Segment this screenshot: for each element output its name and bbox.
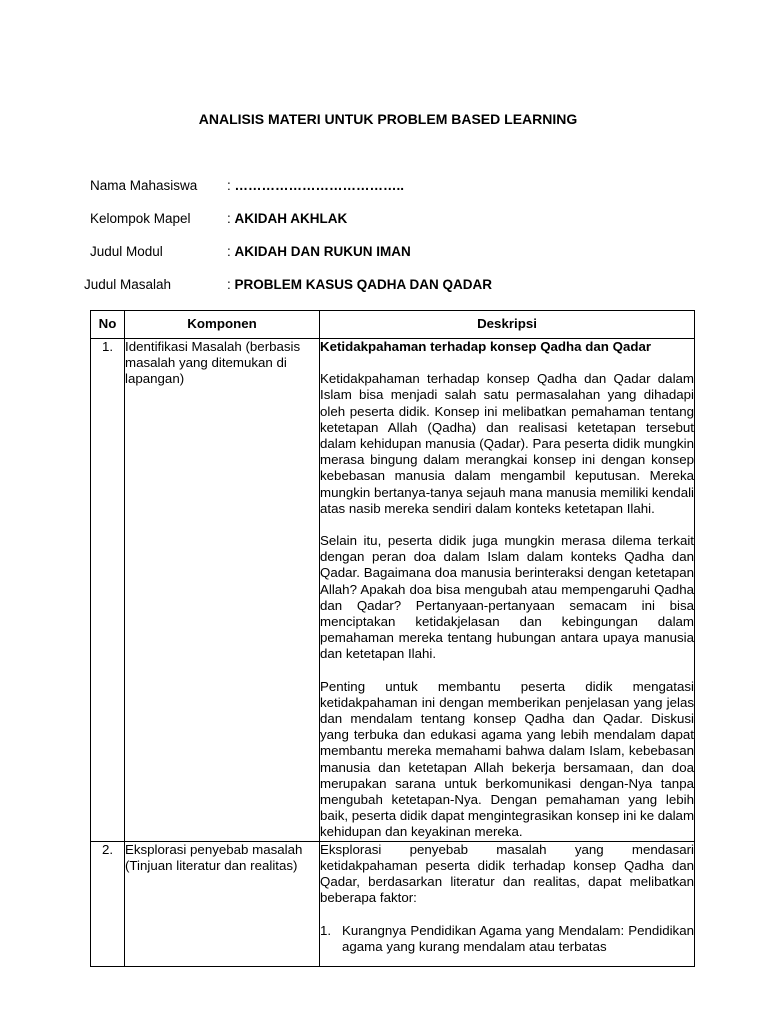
- document-title: ANALISIS MATERI UNTUK PROBLEM BASED LEARNING: [198, 111, 578, 127]
- meta-label: Kelompok Mapel: [90, 211, 191, 226]
- description-heading: Ketidakpahaman terhadap konsep Qadha dan Qadar: [320, 339, 652, 354]
- analysis-table: [90, 310, 695, 967]
- header-deskripsi: Deskripsi: [320, 311, 695, 339]
- table-header-row: [91, 311, 695, 339]
- meta-label: Nama Mahasiswa: [90, 178, 198, 193]
- row-number: 1.: [91, 339, 125, 842]
- meta-value: AKIDAH DAN RUKUN IMAN: [234, 244, 411, 259]
- table-row: [91, 841, 695, 966]
- list-item: [320, 923, 694, 955]
- meta-colon: : AKIDAH DAN RUKUN IMAN: [227, 244, 411, 259]
- row-deskripsi: [320, 339, 695, 842]
- description-paragraph: Eksplorasi penyebab masalah yang mendasari ketidakpahaman peserta didik terhadap konsep Qadha dan Qadar, berdasarkan literatur dan realitas, dapat melibatkan beberapa faktor:: [320, 841, 694, 906]
- meta-label: Judul Modul: [90, 244, 163, 259]
- row-komponen: Identifikasi Masalah (berbasis masalah yang ditemukan di lapangan): [125, 339, 320, 842]
- table-row: [91, 339, 695, 842]
- header-komponen: Komponen: [125, 311, 320, 339]
- header-no: No: [91, 311, 125, 339]
- meta-colon: : ………………………………..: [227, 178, 405, 193]
- meta-colon: : PROBLEM KASUS QADHA DAN QADAR: [227, 277, 493, 292]
- meta-colon: : AKIDAH AKHLAK: [227, 211, 348, 226]
- description-paragraph: Selain itu, peserta didik juga mungkin merasa dilema terkait dengan peran doa dalam Islam dalam konteks Qadha dan Qadar. Bagaimana doa manusia berinteraksi dengan ketetapan Allah? Apakah doa bisa mengubah atau mempengaruhi Qadha dan Qadar? Pertanyaan-pertanyaan semacam ini bisa menciptakan ketidakjelasan dan kebingungan dalam pemahaman mereka tentang hubungan antara upaya manusia dan ketetapan Ilahi.: [320, 533, 694, 662]
- row-komponen: Eksplorasi penyebab masalah (Tinjuan literatur dan realitas): [125, 841, 320, 966]
- row-number: 2.: [91, 841, 125, 966]
- meta-value: PROBLEM KASUS QADHA DAN QADAR: [234, 277, 493, 292]
- row-deskripsi: [320, 841, 695, 966]
- list-text: Kurangnya Pendidikan Agama yang Mendalam: Pendidikan agama yang kurang mendalam atau terbatas: [342, 922, 694, 954]
- description-paragraph: Penting untuk membantu peserta didik mengatasi ketidakpahaman ini dengan memberikan penjelasan yang jelas dan mendalam tentang konsep Qadha dan Qadar. Diskusi yang terbuka dan edukasi agama yang lebih mendalam dapat membantu mereka memahami bahwa dalam Islam, kebebasan manusia dan ketetapan Allah bekerja bersamaan, dan doa merupakan sarana untuk berkomunikasi dengan-Nya tanpa mengubah ketetapan-Nya. Dengan pemahaman yang lebih baik, peserta didik dapat mengintegrasikan konsep ini ke dalam kehidupan dan keyakinan mereka.: [320, 678, 695, 840]
- list-number: 1.: [320, 922, 332, 938]
- meta-value: AKIDAH AKHLAK: [234, 211, 348, 226]
- description-paragraph: Ketidakpahaman terhadap konsep Qadha dan Qadar dalam Islam bisa menjadi salah satu permasalahan yang dihadapi oleh peserta didik. Konsep ini melibatkan pemahaman tentang ketetapan Allah (Qadha) dan realisasi ketetapan tersebut dalam kehidupan manusia (Qadar). Para peserta didik mungkin merasa bingung dalam merangkai konsep ini dengan konsep kebebasan manusia dalam mengambil keputusan. Mereka mungkin bertanya-tanya sejauh mana manusia memiliki kendali atas nasib mereka sendiri dalam konteks ketetapan Ilahi.: [320, 371, 694, 516]
- meta-label: Judul Masalah: [84, 277, 172, 292]
- meta-value: ………………………………..: [234, 178, 405, 193]
